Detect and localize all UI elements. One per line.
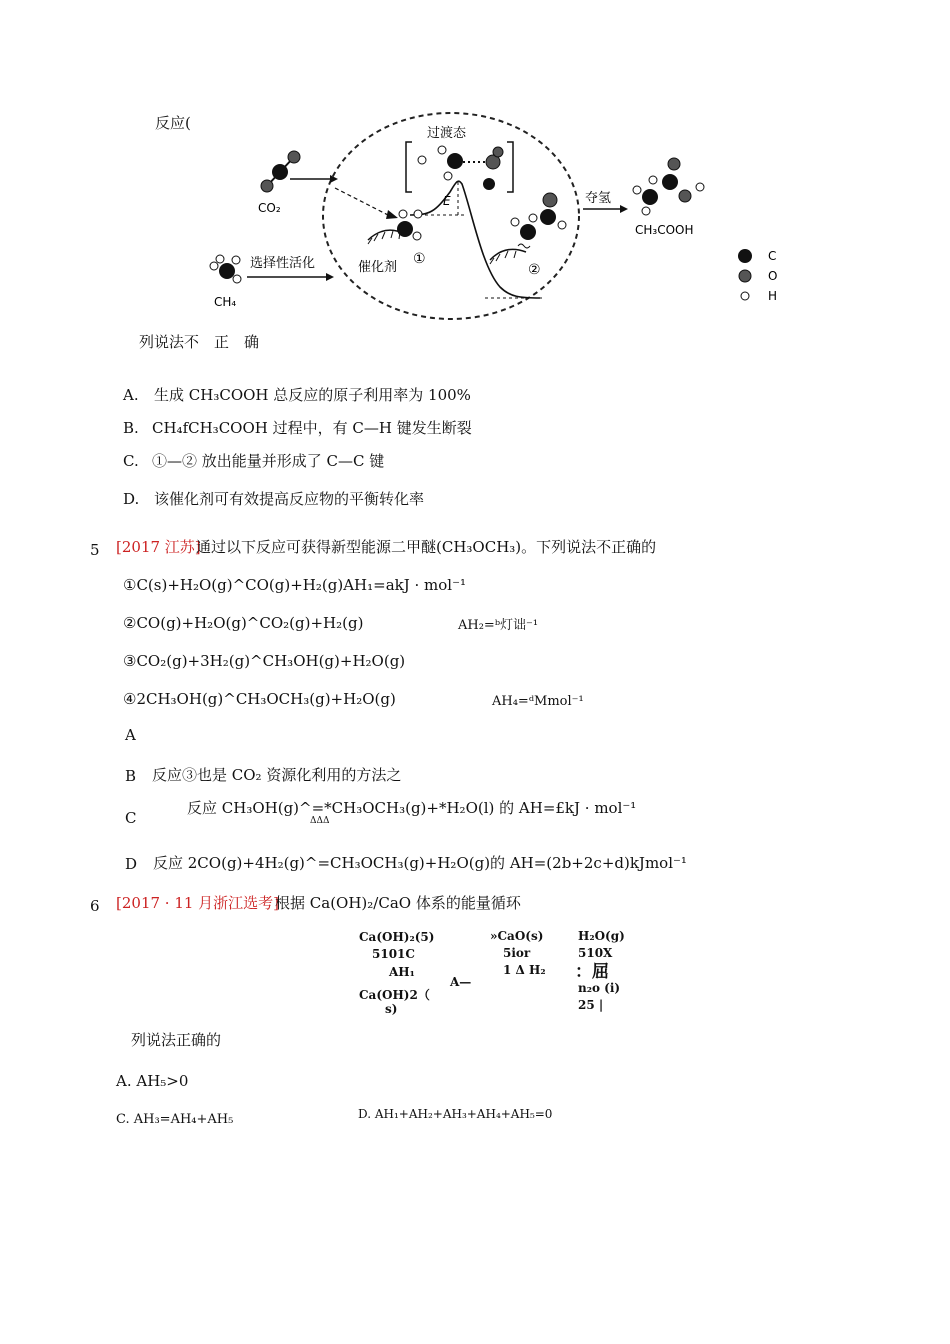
energy-curve [410, 181, 540, 298]
transition-bracket-right [507, 142, 513, 192]
reaction-3: ③CO₂(g)+3H₂(g)^CH₃OH(g)+H₂O(g) [123, 652, 406, 670]
q6-option-a: A. AH₅>0 [116, 1072, 189, 1090]
q5-option-b-label: B [125, 767, 137, 785]
reaction-4: ④2CH₃OH(g)^CH₃OCH₃(g)+H₂O(g) [123, 690, 396, 708]
option-b-label: B. [123, 419, 139, 437]
svg-text:H: H [768, 289, 778, 303]
reaction-2-enthalpy: AH₂=ᵇ灯诎⁻¹ [458, 618, 539, 633]
transition-state-label: 过渡态 [427, 126, 467, 141]
cycle-label-5: s) [385, 1002, 398, 1016]
reaction-2: ②CO(g)+H₂O(g)^CO₂(g)+H₂(g) [123, 614, 364, 632]
q5-option-c-label: C [125, 809, 137, 827]
cycle-middle-3: 1 Δ H₂ [503, 963, 546, 977]
question-4-stem: 列说法不 正 确 [139, 333, 260, 351]
cycle-label-2: 5101C [372, 947, 415, 961]
catalyst-state-1 [368, 210, 422, 244]
option-a-text: 生成 CH₃COOH 总反应的原子利用率为 100% [154, 386, 471, 404]
product-label: CH₃COOH [635, 223, 694, 237]
option-d-text: 该催化剂可有效提高反应物的平衡转化率 [154, 490, 425, 508]
question-lead-fragment: 反应( [155, 114, 191, 132]
cycle-label-4: Ca(OH)2（ [359, 988, 430, 1002]
cycle-middle-2: 5ior [503, 946, 531, 960]
cycle-right-3: ：屈 [575, 962, 609, 982]
step-1-label: ① [413, 251, 426, 267]
q5-option-c-underline-marks: ΔΔΔ [310, 816, 330, 826]
cycle-right-5: 25 | [578, 998, 604, 1012]
question-5-number: 5 [90, 541, 100, 559]
cycle-arrow: A— [450, 975, 472, 989]
option-c-text: ①—② 放出能量并形成了 C—C 键 [152, 452, 385, 470]
svg-text:C: C [768, 249, 777, 263]
dehydrogenation-label: 夺氢 [585, 191, 612, 206]
q5-option-a-label: A [125, 726, 136, 744]
q5-option-b-text: 反应③也是 CO₂ 资源化利用的方法之 [152, 766, 402, 784]
option-b-text: CH₄fCH₃COOH 过程中，有 C—H 键发生断裂 [152, 419, 472, 437]
option-a-label: A. [123, 386, 139, 404]
option-d-label: D. [123, 490, 140, 508]
energy-label: E [443, 194, 451, 208]
reaction-mechanism-diagram [200, 112, 800, 327]
cycle-middle-1: »CaO(s) [490, 929, 544, 943]
question-6-source: [2017 · 11 月浙江选考] [116, 894, 280, 912]
adsorption-arrow [335, 188, 390, 216]
cycle-label-3: AH₁ [389, 965, 415, 979]
transition-bracket-left [406, 142, 412, 192]
catalyst-state-2 [490, 193, 566, 264]
option-c-label: C. [123, 452, 139, 470]
cycle-right-4: n₂o (i) [578, 981, 621, 995]
legend-carbon-icon [738, 249, 752, 263]
cycle-label-1: Ca(OH)₂(5) [359, 930, 435, 944]
question-5-stem: 通过以下反应可获得新型能源二甲醚(CH₃OCH₃)。下列说法不正确的 [196, 538, 657, 556]
ch4-molecule [210, 255, 241, 283]
q6-option-c: C. AH₃=AH₄+AH₅ [116, 1112, 234, 1127]
cycle-right-1: H₂O(g) [578, 929, 625, 943]
co2-label: CO₂ [258, 201, 281, 215]
co2-molecule [261, 151, 300, 192]
reaction-4-enthalpy: AH₄=ᵈMmol⁻¹ [492, 694, 584, 709]
q6-option-d: D. AH₁+AH₂+AH₃+AH₄+AH₅=0 [358, 1107, 553, 1121]
q5-option-d-label: D [125, 855, 138, 873]
step-2-label: ② [528, 262, 541, 278]
q5-option-d-text: 反应 2CO(g)+4H₂(g)^=CH₃OCH₃(g)+H₂O(g)的 AH=(2b+2c+d)kJmol⁻¹ [153, 854, 687, 872]
cycle-right-2: 510X [578, 946, 613, 960]
acetic-acid-molecule [633, 158, 704, 215]
question-6-stem-2: 列说法正确的 [131, 1031, 222, 1049]
legend-hydrogen-icon [741, 292, 749, 300]
q5-option-c-text: 反应 CH₃OH(g)^=*CH₃OCH₃(g)+*H₂O(l) 的 AH=£kJ · mol⁻¹ [187, 799, 637, 817]
atom-legend [738, 249, 777, 303]
question-6-number: 6 [90, 897, 100, 915]
question-6-stem: 根据 Ca(OH)₂/CaO 体系的能量循环 [275, 894, 521, 912]
catalyst-label: 催化剂 [358, 260, 398, 275]
question-5-source: [2017 江苏] [116, 538, 201, 556]
svg-text:O: O [768, 269, 778, 283]
reaction-1: ①C(s)+H₂O(g)^CO(g)+H₂(g)AH₁=akJ · mol⁻¹ [123, 576, 467, 594]
legend-oxygen-icon [739, 270, 751, 282]
ch4-label: CH₄ [214, 295, 237, 309]
activation-label: 选择性活化 [250, 256, 316, 271]
